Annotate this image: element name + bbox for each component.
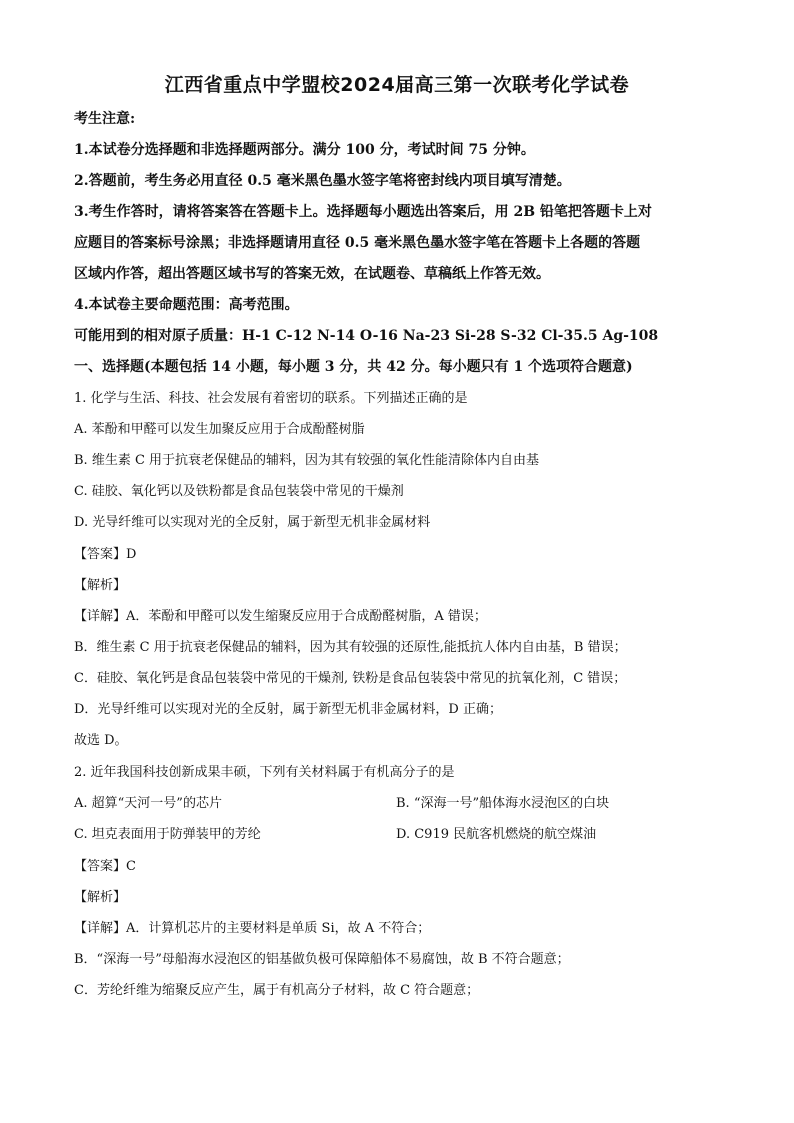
q1-option-c: C. 硅胶、氧化钙以及铁粉都是食品包装袋中常见的干燥剂 bbox=[74, 484, 404, 499]
q1-conclusion: 故选 D。 bbox=[74, 733, 128, 748]
answer-tag: 【答案】 bbox=[74, 859, 127, 874]
notice-line-6: 4.本试卷主要命题范围：高考范围。 bbox=[74, 297, 299, 313]
q2-stem: 2. 近年我国科技创新成果丰硕，下列有关材料属于有机高分子的是 bbox=[74, 765, 455, 780]
detail-text: A．计算机芯片的主要材料是单质 Si，故 A 不符合； bbox=[126, 921, 431, 936]
notice-line-4: 应题目的答案标号涂黑；非选择题请用直径 0.5 毫米黑色墨水签字笔在答题卡上各题的答题 bbox=[74, 235, 641, 251]
q1-option-b: B. 维生素 C 用于抗衰老保健品的辅料，因为其有较强的氧化性能清除体内自由基 bbox=[74, 453, 540, 468]
q2-detail-1 bbox=[74, 920, 430, 938]
notice-heading: 考生注意: bbox=[74, 111, 136, 127]
atomic-mass-line: 可能用到的相对原子质量：H-1 C-12 N-14 O-16 Na-23 Si-28 S-32 Cl-35.5 Ag-108 bbox=[74, 328, 659, 344]
q2-analysis-tag: 【解析】 bbox=[74, 890, 127, 905]
q2-detail-3: C．芳纶纤维为缩聚反应产生，属于有机高分子材料，故 C 符合题意； bbox=[74, 983, 480, 998]
q1-option-a: A. 苯酚和甲醛可以发生加聚反应用于合成酚醛树脂 bbox=[74, 422, 365, 437]
notice-line-2: 2.答题前，考生务必用直径 0.5 毫米黑色墨水签字笔将密封线内项目填写清楚。 bbox=[74, 173, 571, 189]
answer-value: C bbox=[126, 859, 136, 874]
notice-line-3: 3.考生作答时，请将答案答在答题卡上。选择题每小题选出答案后，用 2B 铅笔把答题卡上对 bbox=[74, 204, 652, 220]
detail-tag: 【详解】 bbox=[74, 609, 127, 624]
detail-tag: 【详解】 bbox=[74, 921, 127, 936]
q1-option-d: D. 光导纤维可以实现对光的全反射，属于新型无机非金属材料 bbox=[74, 515, 431, 530]
exam-title: 江西省重点中学盟校2024届高三第一次联考化学试卷 bbox=[164, 74, 630, 96]
q2-option-c: C. 坦克表面用于防弹装甲的芳纶 bbox=[74, 827, 261, 842]
notice-line-1: 1.本试卷分选择题和非选择题两部分。满分 100 分，考试时间 75 分钟。 bbox=[74, 142, 535, 158]
q1-stem: 1. 化学与生活、科技、社会发展有着密切的联系。下列描述正确的是 bbox=[74, 391, 468, 406]
detail-text: A．苯酚和甲醛可以发生缩聚反应用于合成酚醛树脂，A 错误； bbox=[126, 609, 487, 624]
q2-option-d: D. C919 民航客机燃烧的航空煤油 bbox=[396, 827, 597, 842]
q2-option-b: B. “深海一号”船体海水浸泡区的白块 bbox=[396, 796, 610, 811]
answer-value: D bbox=[126, 547, 137, 562]
q1-detail-2: B．维生素 C 用于抗衰老保健品的辅料，因为其有较强的还原性,能抵抗人体内自由基，B 错误； bbox=[74, 640, 627, 655]
q1-detail-3: C．硅胶、氧化钙是食品包装袋中常见的干燥剂, 铁粉是食品包装袋中常见的抗氧化剂，C 错误； bbox=[74, 671, 627, 686]
notice-line-5: 区域内作答，超出答题区域书写的答案无效，在试题卷、草稿纸上作答无效。 bbox=[74, 266, 550, 282]
q2-option-a: A. 超算“天河一号”的芯片 bbox=[74, 796, 222, 811]
answer-tag: 【答案】 bbox=[74, 547, 127, 562]
q1-detail-4: D．光导纤维可以实现对光的全反射，属于新型无机非金属材料，D 正确； bbox=[74, 702, 502, 717]
q1-detail-1 bbox=[74, 608, 487, 626]
q2-answer bbox=[74, 858, 136, 876]
q2-detail-2: B．“深海一号”母船海水浸泡区的铝基做负极可保障船体不易腐蚀，故 B 不符合题意； bbox=[74, 952, 570, 967]
q1-answer bbox=[74, 546, 136, 564]
q1-analysis-tag: 【解析】 bbox=[74, 578, 127, 593]
section-heading: 一、选择题(本题包括 14 小题，每小题 3 分，共 42 分。每小题只有 1 个选项符合题意) bbox=[74, 359, 633, 375]
